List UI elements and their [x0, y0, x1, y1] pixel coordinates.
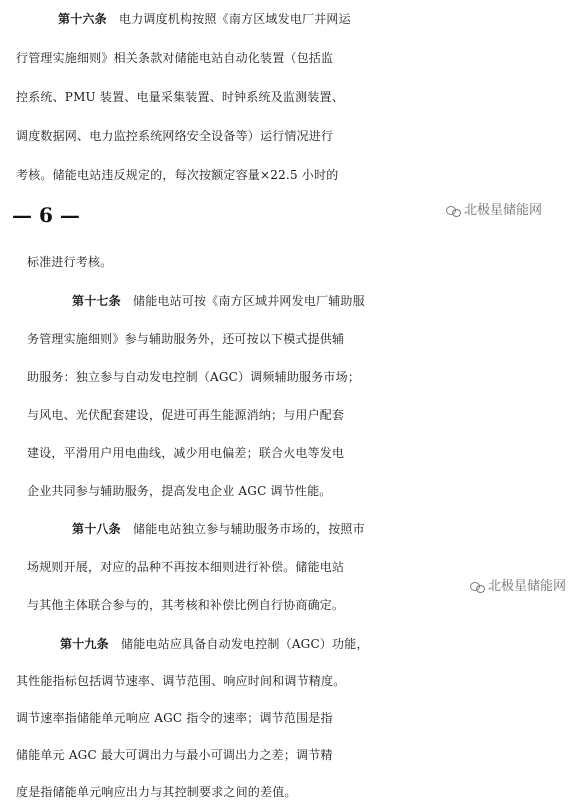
- watermark: [446, 200, 542, 222]
- text-line: 与其他主体联合参与的，其考核和补偿比例自行协商确定。: [27, 598, 345, 612]
- text-line: 务管理实施细则》参与辅助服务外，还可按以下模式提供辅: [27, 332, 345, 346]
- wechat-icon: [446, 205, 461, 217]
- article-heading: 第十八条: [72, 522, 121, 536]
- text-line: 其性能指标包括调节速率、调节范围、响应时间和调节精度。: [16, 674, 346, 688]
- article-heading: 第十九条: [60, 637, 109, 651]
- text-line: 助服务：独立参与自动发电控制（AGC）调频辅助服务市场；: [27, 370, 361, 384]
- text-line: 调节速率指储能单元响应 AGC 指令的速率；调节范围是指: [16, 711, 333, 725]
- text-line: 控系统、PMU 装置、电量采集装置、时钟系统及监测装置、: [16, 90, 344, 104]
- text-line: 场规则开展，对应的品种不再按本细则进行补偿。储能电站: [27, 560, 345, 574]
- text-line: 建设，平滑用户用电曲线，减少用电偏差；联合火电等发电: [27, 446, 345, 460]
- text-line: 第十九条 储能电站应具备自动发电控制（AGC）功能，: [60, 637, 369, 651]
- text-line: 标准进行考核。: [27, 255, 113, 269]
- text-line: 储能单元 AGC 最大可调出力与最小可调出力之差；调节精: [16, 748, 333, 762]
- text-line: 第十六条 电力调度机构按照《南方区域发电厂并网运: [58, 12, 351, 26]
- text-line: 与风电、光伏配套建设，促进可再生能源消纳；与用户配套: [27, 408, 345, 422]
- text-line: 企业共同参与辅助服务，提高发电企业 AGC 调节性能。: [27, 484, 332, 498]
- watermark-text: 北极星储能网: [464, 203, 543, 218]
- text-line: 第十八条 储能电站独立参与辅助服务市场的，按照市: [72, 522, 365, 536]
- watermark-text: 北极星储能网: [488, 579, 567, 594]
- article-heading: 第十七条: [72, 294, 121, 308]
- text-line: 度是指储能单元响应出力与其控制要求之间的差值。: [16, 785, 297, 799]
- text-line: 第十七条 储能电站可按《南方区域并网发电厂辅助服: [72, 294, 365, 308]
- text-line: 调度数据网、电力监控系统网络安全设备等）运行情况进行: [16, 129, 334, 143]
- text-line: 考核。储能电站违反规定的，每次按额定容量×22.5 小时的: [16, 168, 339, 182]
- page-number: — 6 —: [12, 203, 80, 227]
- text-line: 行管理实施细则》相关条款对储能电站自动化装置（包括监: [16, 51, 334, 65]
- article-heading: 第十六条: [58, 12, 107, 26]
